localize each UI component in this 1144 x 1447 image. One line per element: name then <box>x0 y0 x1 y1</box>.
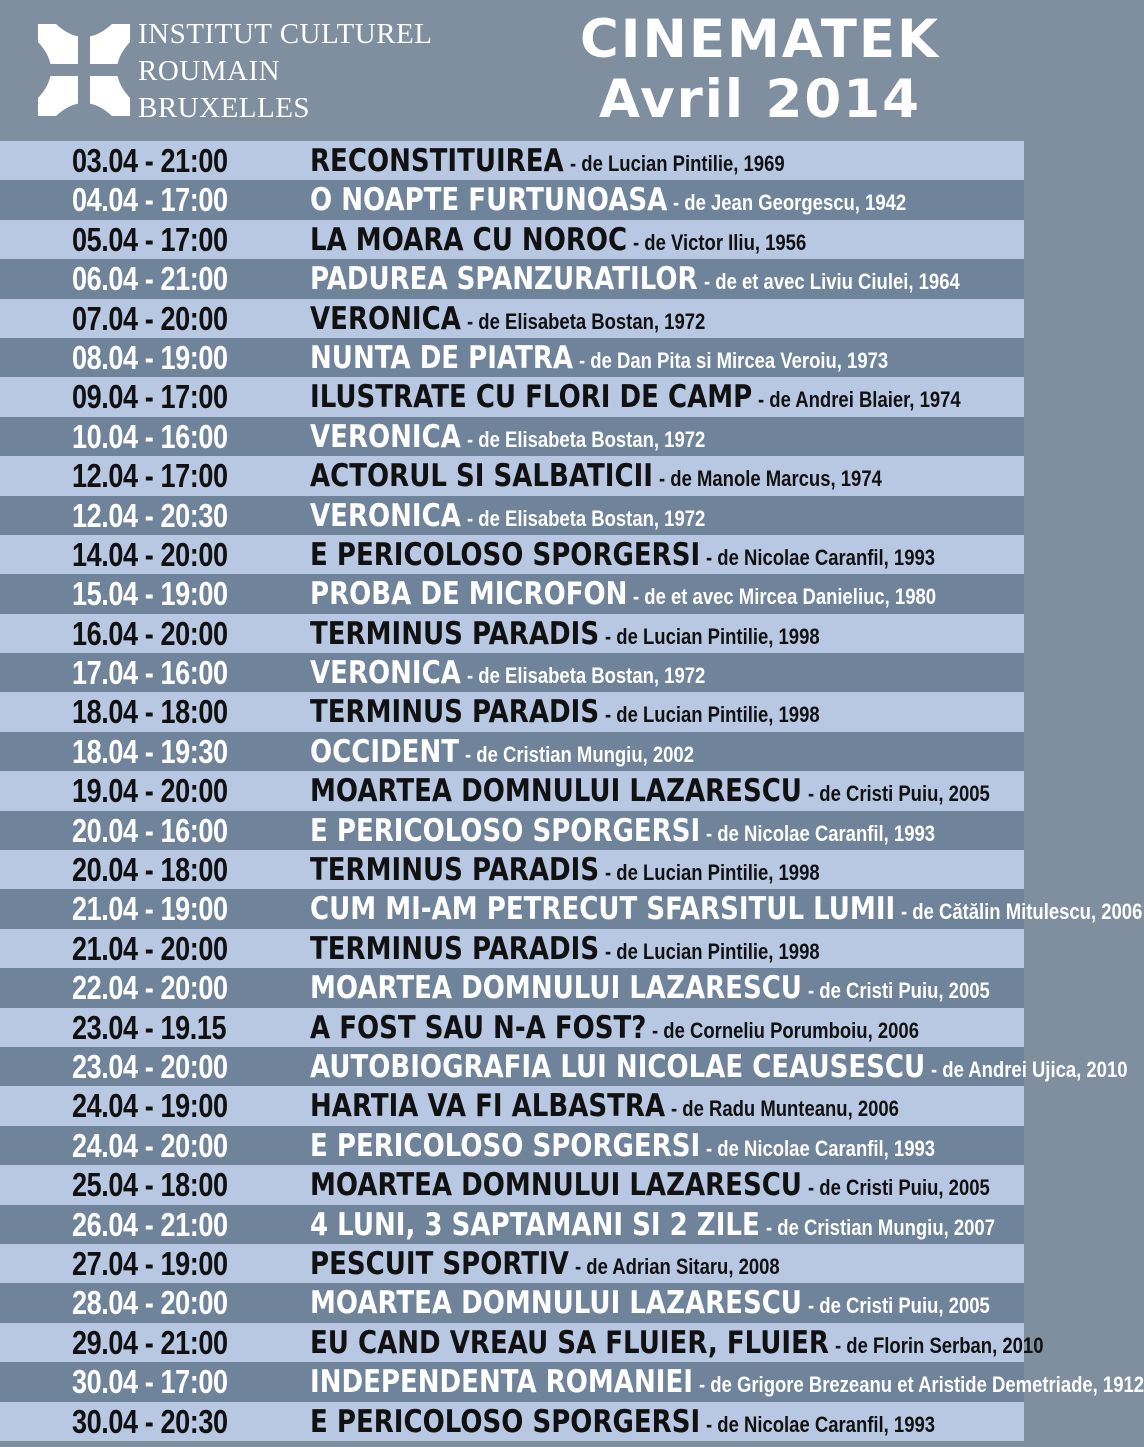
institute-line: BRUXELLES <box>138 92 311 124</box>
film-credit: - de Cristian Mungiu, 2002 <box>465 741 694 767</box>
screening-datetime: 30.04 - 20:30 <box>72 1402 228 1440</box>
film-title: LA MOARA CU NOROC <box>310 221 628 258</box>
screening-datetime: 12.04 - 17:00 <box>72 457 228 495</box>
screening-row <box>0 1047 1128 1086</box>
screening-datetime: 03.04 - 21:00 <box>72 142 228 179</box>
film-title: TERMINUS PARADIS <box>310 930 600 967</box>
screening-row <box>0 811 1024 850</box>
screening-row <box>0 1165 1024 1204</box>
screening-row <box>0 299 1024 338</box>
film-credit: - de Cristi Puiu, 2005 <box>807 781 990 807</box>
film-credit: - de Cristi Puiu, 2005 <box>807 978 990 1004</box>
screening-row <box>0 929 1024 968</box>
film-credit: - de Florin Serban, 2010 <box>834 1332 1044 1358</box>
screening-row <box>0 496 1024 535</box>
screening-datetime: 10.04 - 16:00 <box>72 417 228 455</box>
screening-row <box>0 1283 1024 1322</box>
film-credit: - de Nicolae Caranfil, 1993 <box>706 544 936 570</box>
film-credit: - de Elisabeta Bostan, 1972 <box>466 426 706 452</box>
screening-row <box>0 1244 1024 1283</box>
screening-row <box>0 1126 1024 1165</box>
screening-datetime: 16.04 - 20:00 <box>72 614 228 652</box>
film-credit: - de et avec Mircea Danieliuc, 1980 <box>633 584 937 610</box>
screening-datetime: 29.04 - 21:00 <box>72 1323 228 1361</box>
screening-datetime: 23.04 - 19.15 <box>72 1008 227 1046</box>
film-credit: - de Elisabeta Bostan, 1972 <box>466 505 706 531</box>
film-credit: - de Cristian Mungiu, 2007 <box>765 1214 995 1240</box>
film-credit: - de Nicolae Caranfil, 1993 <box>706 1411 936 1437</box>
screening-row <box>0 220 1024 259</box>
screening-datetime: 07.04 - 20:00 <box>72 299 228 337</box>
film-title: E PERICOLOSO SPORGERSI <box>310 1403 701 1440</box>
screening-datetime: 12.04 - 20:30 <box>72 496 228 534</box>
film-title: PROBA DE MICROFON <box>310 576 628 613</box>
film-credit: - de et avec Liviu Ciulei, 1964 <box>703 269 960 295</box>
film-title: AUTOBIOGRAFIA LUI NICOLAE CEAUSESCU <box>310 1048 926 1085</box>
film-credit: - de Lucian Pintilie, 1998 <box>605 938 820 964</box>
film-title: E PERICOLOSO SPORGERSI <box>310 536 701 573</box>
screening-row <box>0 535 1024 574</box>
film-title: EU CAND VREAU SA FLUIER, FLUIER <box>310 1324 829 1361</box>
screening-row <box>0 456 1024 495</box>
film-credit: - de Cristi Puiu, 2005 <box>807 1293 990 1319</box>
screening-datetime: 20.04 - 18:00 <box>72 851 228 889</box>
film-credit: - de Jean Georgescu, 1942 <box>673 190 907 216</box>
film-credit: - de Corneliu Porumboiu, 2006 <box>652 1017 920 1043</box>
screening-datetime: 22.04 - 20:00 <box>72 969 228 1007</box>
screening-schedule <box>0 141 1144 1441</box>
film-credit: - de Lucian Pintilie, 1998 <box>605 860 820 886</box>
film-credit: - de Cristi Puiu, 2005 <box>807 1175 990 1201</box>
film-title: PESCUIT SPORTIV <box>310 1245 569 1282</box>
film-credit: - de Andrei Ujica, 2010 <box>931 1056 1128 1082</box>
film-credit: - de Dan Pita si Mircea Veroiu, 1973 <box>579 347 889 373</box>
header <box>0 0 1024 140</box>
institute-name <box>138 16 432 127</box>
screening-row <box>0 1323 1044 1362</box>
screening-datetime: 24.04 - 20:00 <box>72 1126 228 1164</box>
film-credit: - de Manole Marcus, 1974 <box>658 466 882 492</box>
brand-name: CINEMATEK <box>579 9 941 70</box>
screening-datetime: 15.04 - 19:00 <box>72 575 228 613</box>
screening-row <box>0 259 1024 298</box>
film-credit: - de Lucian Pintilie, 1998 <box>605 623 820 649</box>
screening-datetime: 21.04 - 19:00 <box>72 890 228 928</box>
institute-cross-logo-icon <box>38 24 130 116</box>
screening-row <box>0 692 1024 731</box>
institute-line: ROUMAIN <box>138 55 281 87</box>
film-title: ILUSTRATE CU FLORI DE CAMP <box>310 379 753 416</box>
film-title: O NOAPTE FURTUNOASA <box>310 182 668 219</box>
film-credit: - de Adrian Sitaru, 2008 <box>574 1253 780 1279</box>
screening-row <box>0 1402 1024 1441</box>
screening-datetime: 30.04 - 17:00 <box>72 1363 228 1401</box>
screening-datetime: 26.04 - 21:00 <box>72 1205 228 1243</box>
screening-datetime: 21.04 - 20:00 <box>72 929 228 967</box>
screening-row <box>0 1362 1144 1401</box>
screening-row <box>0 180 1024 219</box>
screening-datetime: 05.04 - 17:00 <box>72 220 228 258</box>
screening-row <box>0 653 1024 692</box>
screening-row <box>0 417 1024 456</box>
film-title: 4 LUNI, 3 SAPTAMANI SI 2 ZILE <box>310 1206 760 1243</box>
film-credit: - de Radu Munteanu, 2006 <box>671 1096 900 1122</box>
film-credit: - de Lucian Pintilie, 1998 <box>605 702 820 728</box>
screening-datetime: 24.04 - 19:00 <box>72 1087 228 1125</box>
film-title: TERMINUS PARADIS <box>310 615 600 652</box>
film-title: RECONSTITUIREA <box>310 143 564 179</box>
film-title: MOARTEA DOMNULUI LAZARESCU <box>310 773 802 810</box>
film-title: A FOST SAU N-A FOST? <box>310 1009 647 1046</box>
film-credit: - de Nicolae Caranfil, 1993 <box>706 820 936 846</box>
film-credit: - de Elisabeta Bostan, 1972 <box>466 663 706 689</box>
screening-row <box>0 1205 1024 1244</box>
screening-row <box>0 889 1143 928</box>
film-title: HARTIA VA FI ALBASTRA <box>310 1088 666 1125</box>
film-title: OCCIDENT <box>310 733 460 770</box>
film-credit: - de Nicolae Caranfil, 1993 <box>706 1135 936 1161</box>
page-title <box>520 10 1000 130</box>
screening-datetime: 19.04 - 20:00 <box>72 772 228 810</box>
screening-row <box>0 1008 1024 1047</box>
screening-row <box>0 1086 1024 1125</box>
screening-datetime: 09.04 - 17:00 <box>72 378 228 416</box>
screening-row <box>0 377 1024 416</box>
screening-datetime: 14.04 - 20:00 <box>72 535 228 573</box>
film-title: TERMINUS PARADIS <box>310 852 600 889</box>
film-credit: - de Grigore Brezeanu et Aristide Demetriade, 1912 <box>698 1372 1144 1398</box>
screening-row <box>0 614 1024 653</box>
film-title: ACTORUL SI SALBATICII <box>310 458 653 495</box>
film-title: MOARTEA DOMNULUI LAZARESCU <box>310 1285 802 1322</box>
film-title: E PERICOLOSO SPORGERSI <box>310 812 701 849</box>
film-title: E PERICOLOSO SPORGERSI <box>310 1127 701 1164</box>
screening-row <box>0 141 1024 180</box>
film-title: MOARTEA DOMNULUI LAZARESCU <box>310 970 802 1007</box>
screening-row <box>0 338 1024 377</box>
screening-datetime: 25.04 - 18:00 <box>72 1166 228 1204</box>
screening-row <box>0 732 1024 771</box>
film-title: TERMINUS PARADIS <box>310 694 600 731</box>
film-title: PADUREA SPANZURATILOR <box>310 261 698 298</box>
screening-datetime: 08.04 - 19:00 <box>72 338 228 376</box>
screening-datetime: 20.04 - 16:00 <box>72 811 228 849</box>
film-credit: - de Victor Iliu, 1956 <box>633 229 807 255</box>
screening-datetime: 06.04 - 21:00 <box>72 260 228 298</box>
screening-datetime: 23.04 - 20:00 <box>72 1047 228 1085</box>
institute-line: INSTITUT CULTUREL <box>138 18 433 50</box>
film-title: VERONICA <box>310 418 461 455</box>
film-title: VERONICA <box>310 655 461 692</box>
screening-row <box>0 968 1024 1007</box>
film-credit: - de Elisabeta Bostan, 1972 <box>466 308 706 334</box>
film-title: INDEPENDENTA ROMANIEI <box>310 1364 693 1401</box>
film-credit: - de Lucian Pintilie, 1969 <box>569 151 785 176</box>
screening-row <box>0 850 1024 889</box>
program-month: Avril 2014 <box>598 69 922 130</box>
film-credit: - de Andrei Blaier, 1974 <box>758 387 961 413</box>
screening-datetime: 18.04 - 18:00 <box>72 693 228 731</box>
screening-datetime: 28.04 - 20:00 <box>72 1284 228 1322</box>
screening-datetime: 17.04 - 16:00 <box>72 654 228 692</box>
film-title: MOARTEA DOMNULUI LAZARESCU <box>310 1167 802 1204</box>
film-title: VERONICA <box>310 497 461 534</box>
screening-row <box>0 771 1024 810</box>
film-title: NUNTA DE PIATRA <box>310 339 574 376</box>
screening-datetime: 27.04 - 19:00 <box>72 1244 228 1282</box>
film-credit: - de Cătălin Mitulescu, 2006 <box>901 899 1143 925</box>
screening-datetime: 04.04 - 17:00 <box>72 181 228 219</box>
screening-row <box>0 574 1024 613</box>
film-title: VERONICA <box>310 300 461 337</box>
film-title: CUM MI-AM PETRECUT SFARSITUL LUMII <box>310 891 896 928</box>
screening-datetime: 18.04 - 19:30 <box>72 732 228 770</box>
